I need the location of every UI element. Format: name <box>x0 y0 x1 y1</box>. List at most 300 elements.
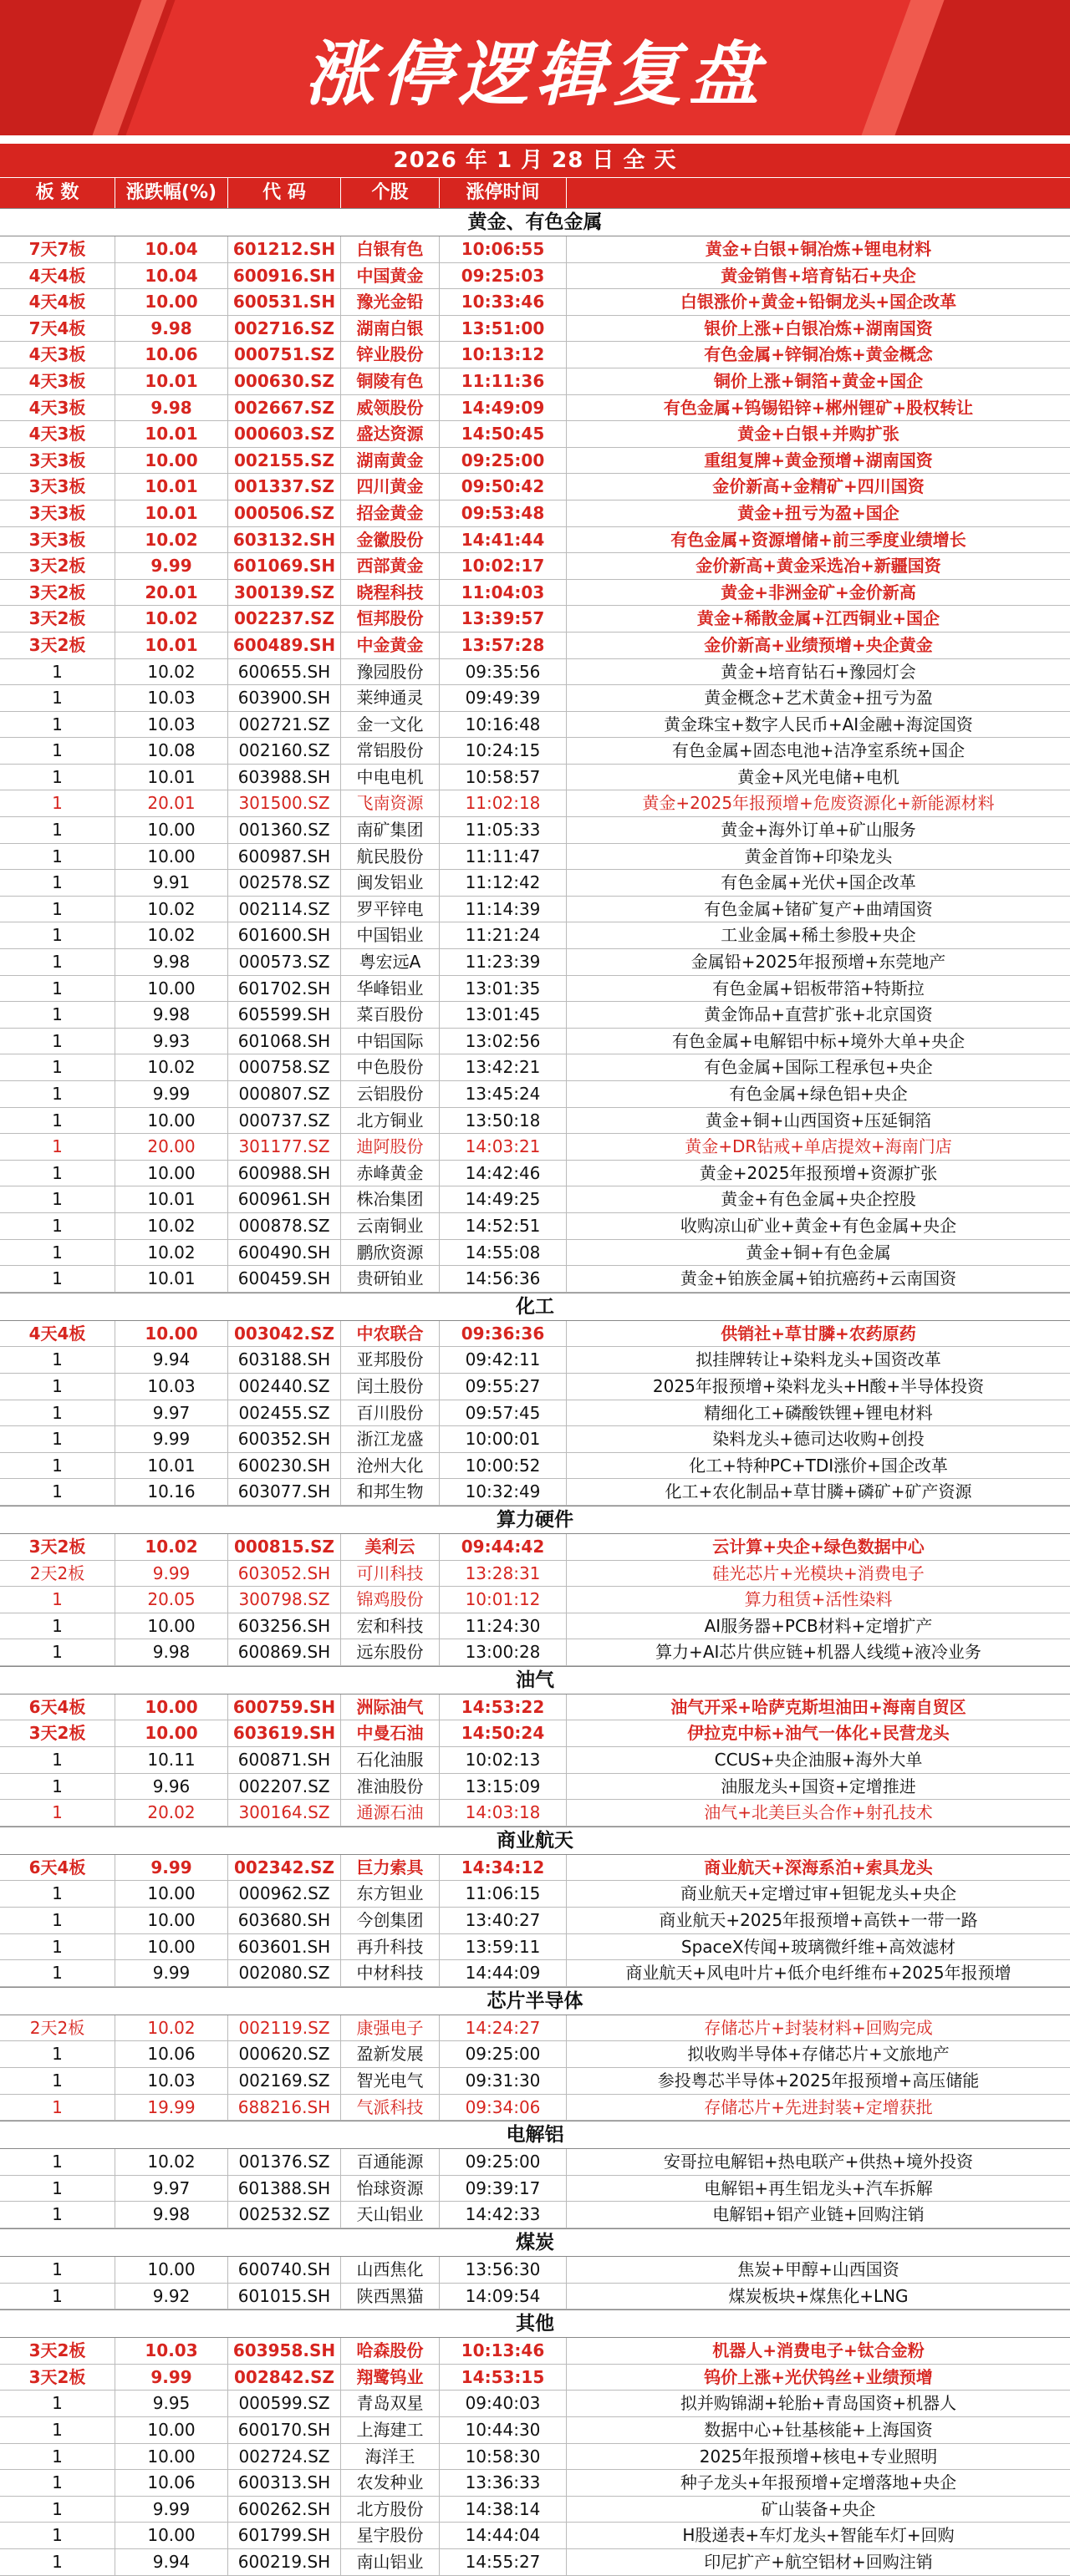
cell-code: 601600.SH <box>228 922 341 948</box>
cell-logic: 电解铝+铝产业链+回购注销 <box>712 2204 925 2225</box>
table-row <box>0 2176 1070 2203</box>
cell-logic: 参投粤芯半导体+2025年报预增+高压储能 <box>657 2070 980 2091</box>
cell-code: 002724.SZ <box>228 2444 341 2470</box>
cell-limit-time: 14:44:04 <box>440 2523 567 2548</box>
cell-limit-time: 14:03:21 <box>440 1134 567 1160</box>
table-row <box>0 1213 1070 1240</box>
cell-boards: 1 <box>0 1134 115 1160</box>
cell-limit-time: 11:11:36 <box>440 368 567 394</box>
cell-logic: 拟并购锦湖+轮胎+青岛国资+机器人 <box>680 2393 957 2414</box>
table-row <box>0 817 1070 844</box>
section-title: 算力硬件 <box>0 1506 1070 1534</box>
cell-change: 10.00 <box>115 1613 228 1639</box>
cell-change: 10.03 <box>115 2068 228 2094</box>
cell-boards: 6天4板 <box>0 1694 115 1720</box>
cell-change: 10.02 <box>115 1054 228 1080</box>
cell-limit-time: 14:55:27 <box>440 2549 567 2575</box>
cell-stock: 中曼石油 <box>341 1720 440 1746</box>
cell-boards: 2天2板 <box>0 2015 115 2041</box>
cell-code: 603077.SH <box>228 1479 341 1505</box>
cell-boards: 3天2板 <box>0 633 115 658</box>
cell-limit-time: 13:28:31 <box>440 1561 567 1587</box>
cell-logic: 拟挂牌转让+染料龙头+国资改革 <box>696 1349 941 1370</box>
table-row <box>0 2284 1070 2310</box>
cell-logic: 云计算+央企+绿色数据中心 <box>712 1536 925 1557</box>
cell-limit-time: 13:01:45 <box>440 1002 567 1028</box>
cell-boards: 1 <box>0 659 115 685</box>
cell-boards: 1 <box>0 2391 115 2416</box>
cell-change: 9.98 <box>115 1639 228 1665</box>
table-row <box>0 790 1070 817</box>
cell-change: 9.99 <box>115 2365 228 2391</box>
table-row <box>0 1134 1070 1161</box>
cell-limit-time: 11:11:47 <box>440 844 567 870</box>
table-row <box>0 2202 1070 2228</box>
cell-stock: 云铝股份 <box>341 1081 440 1107</box>
cell-stock: 远东股份 <box>341 1639 440 1665</box>
cell-boards: 1 <box>0 2284 115 2309</box>
cell-change: 20.00 <box>115 1134 228 1160</box>
cell-stock: 石化油服 <box>341 1747 440 1773</box>
cell-stock: 准油股份 <box>341 1774 440 1800</box>
cell-logic: 金价新高+金精矿+四川国资 <box>712 476 925 497</box>
cell-stock: 农发种业 <box>341 2470 440 2496</box>
cell-boards: 1 <box>0 1374 115 1400</box>
cell-logic: 存储芯片+封装材料+回购完成 <box>704 2017 933 2038</box>
cell-logic: 有色金属+电解铝中标+境外大单+央企 <box>671 1030 966 1051</box>
cell-code: 603188.SH <box>228 1347 341 1373</box>
cell-stock: 中国铝业 <box>341 922 440 948</box>
cell-limit-time: 10:06:55 <box>440 236 567 262</box>
cell-boards: 4天3板 <box>0 368 115 394</box>
cell-change: 10.02 <box>115 659 228 685</box>
cell-stock: 湖南白银 <box>341 316 440 342</box>
cell-code: 600489.SH <box>228 633 341 658</box>
cell-limit-time: 13:42:21 <box>440 1054 567 1080</box>
cell-logic: 黄金+扭亏为盈+国企 <box>737 502 899 523</box>
table-row <box>0 316 1070 343</box>
cell-code: 600961.SH <box>228 1186 341 1212</box>
cell-logic: 银价上涨+白银冶炼+湖南国资 <box>704 318 933 338</box>
cell-limit-time: 13:15:09 <box>440 1774 567 1800</box>
cell-code: 603988.SH <box>228 765 341 790</box>
cell-stock: 闽发铝业 <box>341 870 440 896</box>
cell-change: 10.02 <box>115 2015 228 2041</box>
cell-code: 688216.SH <box>228 2095 341 2121</box>
cell-logic: 印尼扩产+航空铝材+回购注销 <box>704 2551 933 2572</box>
banner <box>0 0 1070 144</box>
cell-stock: 百川股份 <box>341 1400 440 1426</box>
cell-stock: 天山铝业 <box>341 2202 440 2228</box>
cell-boards: 7天7板 <box>0 236 115 262</box>
table-row <box>0 2417 1070 2444</box>
cell-boards: 3天3板 <box>0 527 115 553</box>
table-header <box>0 177 1070 208</box>
cell-code: 001376.SZ <box>228 2149 341 2175</box>
cell-logic: 白银涨价+黄金+铅铜龙头+国企改革 <box>680 292 957 312</box>
cell-stock: 浙江龙盛 <box>341 1426 440 1452</box>
cell-stock: 盈新发展 <box>341 2041 440 2067</box>
cell-code: 600459.SH <box>228 1266 341 1292</box>
cell-boards: 4天3板 <box>0 342 115 368</box>
table-row <box>0 1747 1070 1774</box>
table-row <box>0 2391 1070 2417</box>
cell-change: 9.91 <box>115 870 228 896</box>
cell-boards: 1 <box>0 897 115 922</box>
table-row <box>0 1694 1070 1721</box>
table-row <box>0 1534 1070 1561</box>
cell-boards: 1 <box>0 1934 115 1960</box>
section-title: 化工 <box>0 1293 1070 1321</box>
cell-change: 20.05 <box>115 1587 228 1613</box>
cell-limit-time: 09:44:42 <box>440 1534 567 1560</box>
cell-limit-time: 13:40:27 <box>440 1908 567 1933</box>
cell-boards: 3天3板 <box>0 500 115 526</box>
cell-limit-time: 09:55:27 <box>440 1374 567 1400</box>
cell-boards: 1 <box>0 1240 115 1266</box>
cell-change: 9.94 <box>115 1347 228 1373</box>
cell-limit-time: 13:57:28 <box>440 633 567 658</box>
cell-logic: 有色金属+钨锡铅锌+郴州锂矿+股权转让 <box>663 397 974 418</box>
cell-limit-time: 09:39:17 <box>440 2176 567 2202</box>
cell-stock: 沧州大化 <box>341 1453 440 1479</box>
table-row <box>0 1613 1070 1640</box>
table-row <box>0 1934 1070 1961</box>
cell-limit-time: 10:02:13 <box>440 1747 567 1773</box>
cell-boards: 1 <box>0 2444 115 2470</box>
cell-stock: 中色股份 <box>341 1054 440 1080</box>
cell-boards: 1 <box>0 1054 115 1080</box>
cell-stock: 粤宏远A <box>341 949 440 975</box>
cell-logic: 工业金属+稀土参股+央企 <box>721 925 916 946</box>
cell-boards: 4天4板 <box>0 289 115 315</box>
cell-code: 600170.SH <box>228 2417 341 2443</box>
table-row <box>0 844 1070 871</box>
cell-change: 10.02 <box>115 897 228 922</box>
cell-limit-time: 09:35:56 <box>440 659 567 685</box>
cell-change: 10.00 <box>115 1720 228 1746</box>
cell-boards: 4天3板 <box>0 395 115 421</box>
table-row <box>0 1054 1070 1081</box>
cell-code: 003042.SZ <box>228 1321 341 1347</box>
cell-limit-time: 14:38:14 <box>440 2497 567 2523</box>
table-row <box>0 1720 1070 1747</box>
cell-boards: 1 <box>0 844 115 870</box>
cell-stock: 威领股份 <box>341 395 440 421</box>
table-row <box>0 1161 1070 1187</box>
table-row <box>0 527 1070 554</box>
cell-logic: 黄金+培育钻石+豫园灯会 <box>721 661 916 682</box>
cell-logic: AI服务器+PCB材料+定增扩产 <box>704 1615 933 1636</box>
cell-limit-time: 14:41:44 <box>440 527 567 553</box>
table-row <box>0 922 1070 949</box>
cell-logic: 机器人+消费电子+钛合金粉 <box>712 2340 925 2361</box>
cell-logic: 存储芯片+先进封装+定增获批 <box>704 2096 933 2117</box>
cell-stock: 锦鸡股份 <box>341 1587 440 1613</box>
cell-limit-time: 13:50:18 <box>440 1108 567 1134</box>
cell-boards: 2天2板 <box>0 1561 115 1587</box>
cell-boards: 1 <box>0 2149 115 2175</box>
table-row <box>0 1908 1070 1934</box>
cell-stock: 罗平锌电 <box>341 897 440 922</box>
cell-code: 002721.SZ <box>228 712 341 738</box>
cell-code: 000737.SZ <box>228 1108 341 1134</box>
cell-limit-time: 13:01:35 <box>440 976 567 1002</box>
cell-stock: 今创集团 <box>341 1908 440 1933</box>
cell-code: 002440.SZ <box>228 1374 341 1400</box>
cell-code: 603900.SH <box>228 685 341 711</box>
cell-boards: 4天3板 <box>0 421 115 447</box>
cell-limit-time: 11:21:24 <box>440 922 567 948</box>
table-row <box>0 1374 1070 1400</box>
cell-code: 600219.SH <box>228 2549 341 2575</box>
cell-change: 9.98 <box>115 1002 228 1028</box>
cell-logic: 金价新高+黄金采选冶+新疆国资 <box>696 556 941 577</box>
cell-code: 603256.SH <box>228 1613 341 1639</box>
cell-logic: SpaceX传闻+玻璃微纤维+高效滤材 <box>680 1936 956 1957</box>
cell-stock: 海洋王 <box>341 2444 440 2470</box>
cell-change: 20.01 <box>115 790 228 816</box>
cell-boards: 1 <box>0 817 115 843</box>
table-row <box>0 500 1070 527</box>
cell-code: 600871.SH <box>228 1747 341 1773</box>
table-row <box>0 606 1070 633</box>
cell-limit-time: 09:25:00 <box>440 448 567 474</box>
cell-limit-time: 10:44:30 <box>440 2417 567 2443</box>
cell-boards: 1 <box>0 2202 115 2228</box>
cell-code: 002114.SZ <box>228 897 341 922</box>
cell-code: 600313.SH <box>228 2470 341 2496</box>
cell-change: 9.98 <box>115 395 228 421</box>
cell-limit-time: 09:25:00 <box>440 2149 567 2175</box>
cell-logic: 有色金属+绿色铝+央企 <box>729 1084 908 1104</box>
cell-code: 603601.SH <box>228 1934 341 1960</box>
table-row <box>0 1960 1070 1987</box>
cell-logic: 煤炭板块+煤焦化+LNG <box>728 2285 909 2306</box>
cell-stock: 洲际油气 <box>341 1694 440 1720</box>
cell-change: 10.02 <box>115 2149 228 2175</box>
cell-boards: 1 <box>0 1774 115 1800</box>
cell-logic: 黄金+风光电储+电机 <box>737 766 899 787</box>
cell-logic: 矿山装备+央企 <box>761 2498 876 2519</box>
cell-change: 10.02 <box>115 1534 228 1560</box>
table-row <box>0 1800 1070 1827</box>
cell-boards: 1 <box>0 1800 115 1826</box>
cell-change: 10.00 <box>115 844 228 870</box>
table-row <box>0 1855 1070 1882</box>
cell-change: 9.99 <box>115 553 228 579</box>
cell-boards: 1 <box>0 1881 115 1907</box>
table-row <box>0 1639 1070 1666</box>
cell-stock: 哈森股份 <box>341 2338 440 2364</box>
cell-limit-time: 14:42:33 <box>440 2202 567 2228</box>
cell-logic: 算力租赁+活性染料 <box>744 1589 893 1610</box>
header-boards: 板 数 <box>0 178 115 208</box>
cell-code: 601799.SH <box>228 2523 341 2548</box>
table-row <box>0 1002 1070 1029</box>
cell-code: 002080.SZ <box>228 1960 341 1986</box>
table-row <box>0 474 1070 500</box>
cell-boards: 6天4板 <box>0 1855 115 1881</box>
cell-boards: 3天2板 <box>0 2365 115 2391</box>
table-row <box>0 1029 1070 1055</box>
cell-code: 000630.SZ <box>228 368 341 394</box>
table-row <box>0 2068 1070 2095</box>
cell-stock: 锌业股份 <box>341 342 440 368</box>
cell-boards: 1 <box>0 1161 115 1186</box>
cell-code: 600531.SH <box>228 289 341 315</box>
cell-stock: 四川黄金 <box>341 474 440 500</box>
section-title: 商业航天 <box>0 1827 1070 1855</box>
cell-code: 000573.SZ <box>228 949 341 975</box>
cell-code: 002237.SZ <box>228 606 341 632</box>
cell-code: 000751.SZ <box>228 342 341 368</box>
cell-logic: 有色金属+铝板带箔+特斯拉 <box>712 978 925 998</box>
cell-change: 10.06 <box>115 2470 228 2496</box>
cell-code: 600490.SH <box>228 1240 341 1266</box>
cell-logic: 供销社+草甘膦+农药原药 <box>721 1323 916 1344</box>
cell-boards: 1 <box>0 976 115 1002</box>
cell-change: 9.99 <box>115 1960 228 1986</box>
cell-logic: 精细化工+磷酸铁锂+锂电材料 <box>704 1402 933 1423</box>
cell-stock: 东方钽业 <box>341 1881 440 1907</box>
cell-logic: 化工+农化制品+草甘膦+磷矿+矿产资源 <box>665 1481 972 1502</box>
cell-logic: 黄金珠宝+数字人民币+AI金融+海淀国资 <box>664 714 973 734</box>
cell-change: 9.97 <box>115 1400 228 1426</box>
cell-stock: 飞南资源 <box>341 790 440 816</box>
cell-logic: 黄金+铜+山西国资+压延铜箔 <box>705 1110 932 1130</box>
cell-code: 001360.SZ <box>228 817 341 843</box>
cell-code: 600759.SH <box>228 1694 341 1720</box>
cell-change: 9.98 <box>115 2202 228 2228</box>
cell-boards: 1 <box>0 2497 115 2523</box>
cell-limit-time: 10:58:30 <box>440 2444 567 2470</box>
cell-change: 9.94 <box>115 2549 228 2575</box>
cell-change: 10.01 <box>115 368 228 394</box>
cell-code: 000599.SZ <box>228 2391 341 2416</box>
cell-stock: 招金黄金 <box>341 500 440 526</box>
cell-stock: 气派科技 <box>341 2095 440 2121</box>
cell-boards: 3天2板 <box>0 580 115 606</box>
cell-stock: 宏和科技 <box>341 1613 440 1639</box>
table-row <box>0 897 1070 923</box>
cell-boards: 1 <box>0 2176 115 2202</box>
cell-limit-time: 11:04:03 <box>440 580 567 606</box>
cell-limit-time: 14:53:22 <box>440 1694 567 1720</box>
cell-limit-time: 10:33:46 <box>440 289 567 315</box>
cell-code: 301500.SZ <box>228 790 341 816</box>
table-row <box>0 580 1070 607</box>
table-row <box>0 2095 1070 2121</box>
cell-code: 000807.SZ <box>228 1081 341 1107</box>
cell-logic: 黄金+非洲金矿+金价新高 <box>721 582 916 602</box>
cell-limit-time: 09:34:06 <box>440 2095 567 2121</box>
cell-boards: 1 <box>0 738 115 764</box>
cell-stock: 康强电子 <box>341 2015 440 2041</box>
table-row <box>0 2015 1070 2042</box>
table-row <box>0 2497 1070 2523</box>
cell-logic: 铜价上涨+铜箔+黄金+国企 <box>713 370 924 391</box>
cell-change: 20.01 <box>115 580 228 606</box>
cell-change: 20.02 <box>115 1800 228 1826</box>
cell-code: 601702.SH <box>228 976 341 1002</box>
table-row <box>0 263 1070 290</box>
cell-boards: 1 <box>0 1347 115 1373</box>
cell-stock: 怡球资源 <box>341 2176 440 2202</box>
table-row <box>0 712 1070 739</box>
table-row <box>0 2149 1070 2176</box>
cell-stock: 巨力索具 <box>341 1855 440 1881</box>
cell-stock: 北方股份 <box>341 2497 440 2523</box>
cell-change: 10.00 <box>115 1108 228 1134</box>
cell-boards: 1 <box>0 712 115 738</box>
cell-limit-time: 14:24:27 <box>440 2015 567 2041</box>
cell-stock: 再升科技 <box>341 1934 440 1960</box>
cell-stock: 智光电气 <box>341 2068 440 2094</box>
cell-boards: 1 <box>0 2257 115 2283</box>
cell-limit-time: 14:53:15 <box>440 2365 567 2391</box>
cell-limit-time: 13:45:24 <box>440 1081 567 1107</box>
cell-code: 600740.SH <box>228 2257 341 2283</box>
table-row <box>0 421 1070 448</box>
cell-change: 10.00 <box>115 1934 228 1960</box>
cell-limit-time: 09:53:48 <box>440 500 567 526</box>
table-row <box>0 1426 1070 1453</box>
cell-code: 301177.SZ <box>228 1134 341 1160</box>
cell-boards: 3天2板 <box>0 606 115 632</box>
cell-limit-time: 14:55:08 <box>440 1240 567 1266</box>
cell-logic: 数据中心+钍基核能+上海国资 <box>704 2419 933 2440</box>
cell-code: 603619.SH <box>228 1720 341 1746</box>
cell-boards: 1 <box>0 2095 115 2121</box>
cell-change: 10.00 <box>115 2523 228 2548</box>
cell-boards: 3天3板 <box>0 474 115 500</box>
cell-stock: 南山铝业 <box>341 2549 440 2575</box>
cell-change: 10.01 <box>115 474 228 500</box>
cell-boards: 1 <box>0 1081 115 1107</box>
cell-code: 002455.SZ <box>228 1400 341 1426</box>
cell-stock: 青岛双星 <box>341 2391 440 2416</box>
cell-logic: 油服龙头+国资+定增推进 <box>721 1776 916 1796</box>
cell-logic: H股递表+车灯龙头+智能车灯+回购 <box>682 2525 955 2546</box>
cell-boards: 1 <box>0 1960 115 1986</box>
cell-limit-time: 09:42:11 <box>440 1347 567 1373</box>
cell-boards: 3天2板 <box>0 1720 115 1746</box>
cell-change: 9.99 <box>115 1855 228 1881</box>
section-title: 黄金、有色金属 <box>0 208 1070 236</box>
cell-code: 601388.SH <box>228 2176 341 2202</box>
cell-logic: 硅光芯片+光模块+消费电子 <box>712 1562 925 1583</box>
cell-limit-time: 14:34:12 <box>440 1855 567 1881</box>
header-change: 涨跌幅(%) <box>115 178 228 208</box>
cell-change: 19.99 <box>115 2095 228 2121</box>
cell-limit-time: 10:16:48 <box>440 712 567 738</box>
cell-code: 000815.SZ <box>228 1534 341 1560</box>
table-row <box>0 1108 1070 1135</box>
cell-boards: 7天4板 <box>0 316 115 342</box>
table-row <box>0 395 1070 422</box>
cell-logic: 有色金属+锗矿复产+曲靖国资 <box>704 898 933 919</box>
cell-logic: 商业航天+2025年报预增+高铁+一带一路 <box>659 1910 978 1931</box>
cell-boards: 3天2板 <box>0 2338 115 2364</box>
cell-stock: 白银有色 <box>341 236 440 262</box>
cell-stock: 金徽股份 <box>341 527 440 553</box>
cell-change: 10.02 <box>115 922 228 948</box>
cell-code: 002119.SZ <box>228 2015 341 2041</box>
cell-boards: 1 <box>0 685 115 711</box>
cell-change: 9.99 <box>115 1426 228 1452</box>
cell-boards: 1 <box>0 949 115 975</box>
